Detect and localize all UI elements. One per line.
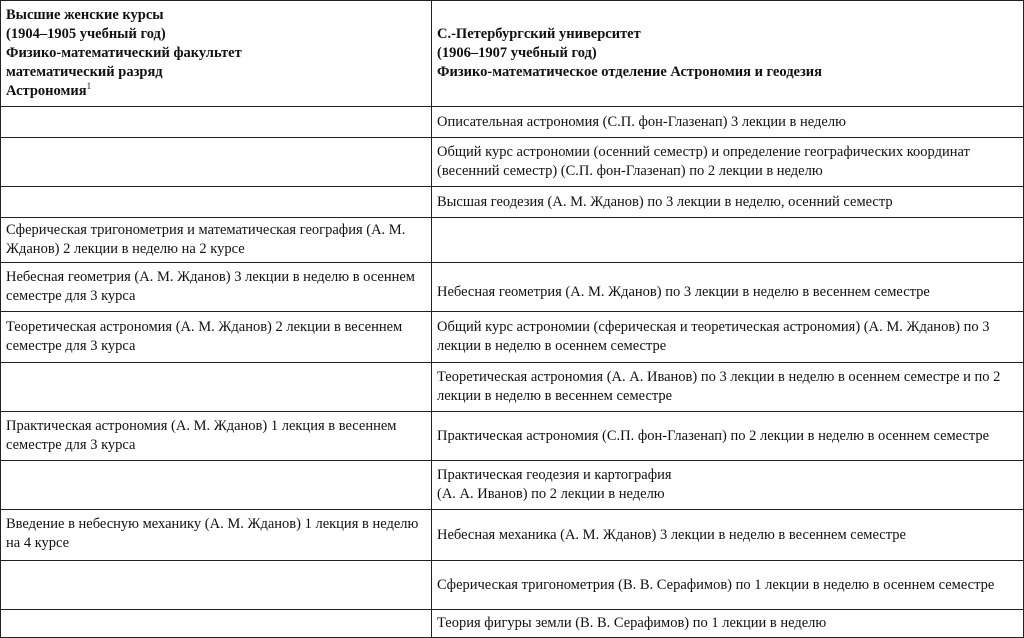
header-row: [1, 1, 1024, 107]
table-row: [1, 107, 1024, 138]
table-row: [1, 561, 1024, 610]
cell-right: [432, 461, 1024, 510]
cell-left: [1, 610, 432, 638]
cell-right: [432, 218, 1024, 263]
header-right-line: (1906–1907 учебный год): [437, 45, 597, 61]
header-left-line-last: [6, 82, 426, 101]
cell-right: Описательная астрономия (С.П. фон-Глазенап) 3 лекции в неделю: [432, 107, 1024, 138]
table-row: [1, 138, 1024, 187]
cell-right: Небесная геометрия (А. М. Жданов) по 3 лекции в неделю в весеннем семестре: [432, 263, 1024, 312]
table-row: [1, 312, 1024, 363]
cell-right: Сферическая тригонометрия (В. В. Серафимов) по 1 лекции в неделю в осеннем семестре: [432, 561, 1024, 610]
cell-left: Практическая астрономия (А. М. Жданов) 1 лекция в весеннем семестре для 3 курса: [1, 412, 432, 461]
cell-right: Высшая геодезия (А. М. Жданов) по 3 лекции в неделю, осенний семестр: [432, 187, 1024, 218]
cell-left: [1, 561, 432, 610]
cell-left: Небесная геометрия (А. М. Жданов) 3 лекции в неделю в осеннем семестре для 3 курса: [1, 263, 432, 312]
cell-right: Общий курс астрономии (осенний семестр) и определение географических координат (весенний семестр) (С.П. фон-Глазенап) по 2 лекции в неделю: [432, 138, 1024, 187]
header-left-subject: Астрономия: [6, 83, 87, 99]
cell-right-line: (А. А. Иванов) по 2 лекции в неделю: [437, 486, 665, 502]
cell-left: [1, 363, 432, 412]
cell-left: [1, 187, 432, 218]
table-row: [1, 363, 1024, 412]
table-row: [1, 187, 1024, 218]
header-left-line: математический разряд: [6, 64, 163, 80]
cell-left: [1, 107, 432, 138]
cell-right: Небесная механика (А. М. Жданов) 3 лекции в неделю в весеннем семестре: [432, 510, 1024, 561]
table-row: [1, 412, 1024, 461]
cell-left: [1, 461, 432, 510]
table-row: [1, 218, 1024, 263]
cell-right: Практическая астрономия (С.П. фон-Глазенап) по 2 лекции в неделю в осеннем семестре: [432, 412, 1024, 461]
header-left-line: Высшие женские курсы: [6, 7, 164, 23]
header-left-line: Физико-математический факультет: [6, 45, 242, 61]
table-row: [1, 610, 1024, 638]
cell-left: Введение в небесную механику (А. М. Жданов) 1 лекция в неделю на 4 курсе: [1, 510, 432, 561]
cell-right-line: Практическая геодезия и картография: [437, 467, 672, 483]
header-left-line: (1904–1905 учебный год): [6, 26, 166, 42]
header-right: [432, 1, 1024, 107]
cell-right: Теория фигуры земли (В. В. Серафимов) по 1 лекции в неделю: [432, 610, 1024, 638]
footnote-mark: 1: [86, 81, 92, 91]
header-right-line: С.-Петербургский университет: [437, 26, 641, 42]
header-left: [1, 1, 432, 107]
cell-right: Теоретическая астрономия (А. А. Иванов) по 3 лекции в неделю в осеннем семестре и по 2 лекции в неделю в весеннем семестре: [432, 363, 1024, 412]
header-right-line: Физико-математическое отделение Астрономия и геодезия: [437, 64, 823, 80]
table-row: [1, 461, 1024, 510]
cell-left: [1, 138, 432, 187]
cell-left: Сферическая тригонометрия и математическая география (А. М. Жданов) 2 лекции в неделю на 2 курсе: [1, 218, 432, 263]
table-row: [1, 510, 1024, 561]
cell-left: Теоретическая астрономия (А. М. Жданов) 2 лекции в весеннем семестре для 3 курса: [1, 312, 432, 363]
cell-right: Общий курс астрономии (сферическая и теоретическая астрономия) (А. М. Жданов) по 3 лекции в неделю в осеннем семестре: [432, 312, 1024, 363]
table-row: [1, 263, 1024, 312]
